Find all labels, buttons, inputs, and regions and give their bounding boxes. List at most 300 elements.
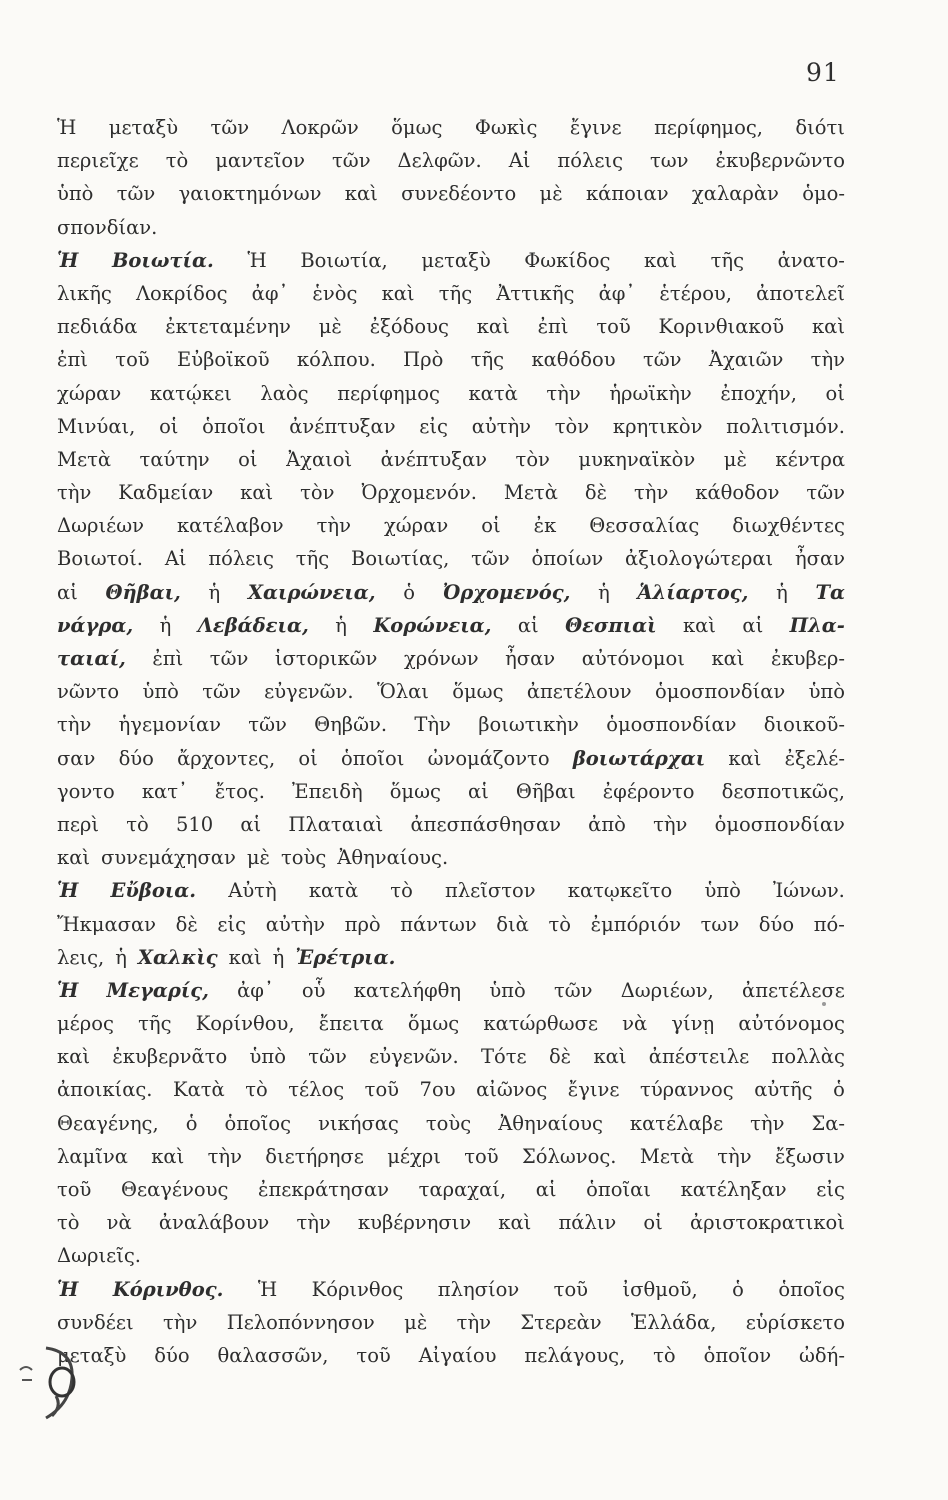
word: τὸ xyxy=(548,912,571,936)
word: Αἱ xyxy=(164,547,187,571)
word: ἰσθμοῦ, xyxy=(622,1277,698,1301)
word: ἑτέρου, xyxy=(659,281,732,305)
word: κάθοδον xyxy=(695,481,780,505)
word: κατ᾿ xyxy=(141,779,188,803)
word: ὑπὸ xyxy=(249,1045,286,1069)
word: ἐξόδους xyxy=(369,315,449,339)
word: Δωριέων xyxy=(57,514,144,538)
text-line xyxy=(57,1239,845,1272)
word: ἀξιολογώτεραι xyxy=(625,547,774,571)
emphasized-word: Τα xyxy=(815,580,845,604)
word: συνεμάχησαν xyxy=(101,846,236,870)
word: τὴν xyxy=(456,1310,491,1334)
word: 7ου xyxy=(419,1078,456,1102)
text-line xyxy=(57,1206,845,1239)
word: μέχρι xyxy=(387,1144,441,1168)
word: λικῆς xyxy=(57,281,112,305)
word: ἡρωϊκὴν xyxy=(609,381,692,405)
word: τέλος xyxy=(288,1078,345,1102)
text-line xyxy=(57,1007,845,1040)
text-line xyxy=(57,642,845,675)
page-number: 91 xyxy=(806,58,840,87)
word: Κορίνθου, xyxy=(195,1012,295,1036)
word: κατὰ xyxy=(308,879,359,903)
word: πλησίον xyxy=(437,1277,520,1301)
word: κατέλαβε xyxy=(629,1111,724,1135)
word: πάλιν xyxy=(558,1211,617,1235)
word: ἦσαν xyxy=(794,547,845,571)
word: καὶ xyxy=(811,315,845,339)
word: ἐμπόριόν xyxy=(590,912,682,936)
text-line xyxy=(57,808,845,841)
word: μὲ xyxy=(318,315,342,339)
word: Αἱ xyxy=(508,149,531,173)
word: μὲ xyxy=(539,182,563,206)
word: πολλὰς xyxy=(771,1045,845,1069)
word: τὴν xyxy=(207,1144,242,1168)
text-line xyxy=(57,742,845,775)
word: καὶ xyxy=(476,315,510,339)
word: αἱ xyxy=(468,779,489,803)
word: ὁ xyxy=(403,580,416,604)
word: εἰς xyxy=(419,414,448,438)
word: δὲ xyxy=(175,912,198,936)
word: ταραχαί, xyxy=(418,1178,507,1201)
word: Πλαταιαὶ xyxy=(288,812,384,836)
word: θαλασσῶν, xyxy=(217,1343,329,1367)
word: τὴν xyxy=(750,1111,785,1135)
word: ὑπὸ xyxy=(489,978,526,1002)
word: Ἀχαιοὶ xyxy=(286,447,353,471)
word: ὑπὸ xyxy=(57,182,94,206)
word: μὲ xyxy=(723,447,747,471)
word: καὶ xyxy=(643,248,677,272)
word: πολιτισμόν. xyxy=(726,414,845,438)
word: ὁ xyxy=(185,1111,198,1135)
word: κατέλαβον xyxy=(176,514,284,538)
word: τοὺς xyxy=(280,846,327,870)
word: δεσποτικῶς, xyxy=(721,779,845,803)
word: ἀνατο- xyxy=(777,248,845,272)
emphasized-word: Ἡ xyxy=(57,1277,79,1301)
word: οἱ xyxy=(238,447,258,471)
word: περὶ xyxy=(57,812,100,836)
word: νῶντο xyxy=(57,680,120,704)
text-line xyxy=(57,675,845,708)
word: εὐγενῶν. xyxy=(264,680,354,704)
word: Τὴν xyxy=(414,713,451,737)
word: καὶ xyxy=(498,1211,532,1235)
word: μεταξὺ xyxy=(421,248,491,272)
word: εὑρίσκετο xyxy=(745,1310,845,1334)
word: χώραν xyxy=(383,514,449,538)
text-line xyxy=(57,576,845,609)
word: Ἀττικῆς xyxy=(496,281,575,305)
word: πελάγους, xyxy=(524,1343,626,1367)
word: Κατὰ xyxy=(173,1078,225,1102)
word: Μινύαι, xyxy=(57,414,136,438)
word: κατέληξαν xyxy=(680,1178,787,1201)
word: ἀποτελεῖ xyxy=(756,281,845,305)
emphasized-word: Ἐρέτρια. xyxy=(295,945,396,969)
word: δὲ xyxy=(548,1045,572,1069)
word: ἐκτεταμένην xyxy=(165,315,291,339)
word: κέντρα xyxy=(775,447,845,471)
word: Βοιωτία, xyxy=(300,248,388,272)
word: σαν xyxy=(57,746,96,770)
word: ὁμοσπονδίαν xyxy=(606,713,737,737)
word: τοὺς xyxy=(425,1111,472,1135)
word: Ἡ xyxy=(57,116,77,139)
text-line xyxy=(57,1140,845,1173)
word: ἔπειτα xyxy=(318,1012,384,1036)
word: τῆς xyxy=(438,281,473,305)
word: ἡγεμονίαν xyxy=(118,713,221,737)
word: τὸ xyxy=(165,149,189,173)
word: Ἀχαιῶν xyxy=(708,348,784,372)
emphasized-word: Χαιρώνεια, xyxy=(247,580,376,604)
word: ἐκυβερνᾶτο xyxy=(112,1045,228,1069)
word: καὶ xyxy=(381,281,415,305)
word: Πρὸ xyxy=(403,348,444,372)
word: Εὐβοϊκοῦ xyxy=(177,348,270,372)
word: τὸ xyxy=(245,1078,268,1102)
word: Στερεὰν xyxy=(520,1310,602,1334)
word: τῆς xyxy=(710,248,744,272)
word: ὁμο- xyxy=(802,182,845,206)
word: Σα- xyxy=(811,1111,845,1135)
word: Φωκίδος xyxy=(524,248,611,272)
word: ἑνὸς xyxy=(312,281,358,305)
word: αἱ xyxy=(535,1178,557,1201)
word: καὶ xyxy=(344,182,378,206)
word: ταύτην xyxy=(139,447,210,471)
word: τὴν xyxy=(163,1310,198,1334)
word: δύο xyxy=(118,746,154,770)
word: περίφημος, xyxy=(654,116,763,139)
word: βοιωτικὴν xyxy=(478,713,579,737)
word: καὶ xyxy=(57,846,91,870)
word: ἀριστοκρατικοὶ xyxy=(689,1211,845,1235)
word: ἔξωσιν xyxy=(774,1144,845,1168)
word: ὑπὸ xyxy=(142,680,179,704)
word: εἰς xyxy=(816,1178,845,1201)
word: διότι xyxy=(795,116,845,139)
word: Θηβῶν. xyxy=(314,713,388,737)
word: οὗ xyxy=(301,978,326,1002)
text-line xyxy=(57,1339,845,1372)
word: τὴν xyxy=(810,348,845,372)
word: δὲ xyxy=(584,481,608,505)
word: ἀπέστειλε xyxy=(648,1045,750,1069)
word: τῶν xyxy=(332,149,371,173)
emphasized-word: Ἁλίαρτος, xyxy=(637,580,749,604)
word: πρὸ xyxy=(344,912,381,936)
word: τὸν xyxy=(300,481,335,505)
word: ἐξελέ- xyxy=(784,746,845,770)
word: τὴν xyxy=(634,481,669,505)
word: κάποιαν xyxy=(585,182,669,206)
text-line xyxy=(57,974,845,1007)
word: χρόνων xyxy=(403,647,479,670)
emphasized-word: βοιωτάρχαι xyxy=(572,746,706,770)
word: οἱ xyxy=(159,414,179,438)
word: οἱ xyxy=(643,1211,663,1235)
word: Κόρινθος xyxy=(311,1277,404,1301)
ink-speck xyxy=(822,1002,826,1006)
word: ὁ xyxy=(732,1277,744,1301)
word: αἱ xyxy=(517,613,539,637)
word: ἡ xyxy=(159,613,172,637)
word: τὴν xyxy=(57,713,92,737)
word: ἡ xyxy=(115,945,127,969)
word: πάντων xyxy=(400,912,477,936)
word: εὐγενῶν. xyxy=(369,1045,459,1069)
word: ἔγινε xyxy=(569,116,622,139)
word: ἀποικίας. xyxy=(57,1078,153,1102)
text-body xyxy=(57,111,845,1372)
word: των xyxy=(700,912,740,936)
text-line xyxy=(57,377,845,410)
word: ἀνέπτυξαν xyxy=(289,414,396,438)
word: αἰῶνος xyxy=(476,1078,548,1102)
text-line xyxy=(57,1173,845,1206)
word: τὴν xyxy=(546,381,581,405)
text-line xyxy=(57,144,845,177)
word: συνδέει xyxy=(57,1310,134,1334)
word: ἀναλάβουν xyxy=(158,1211,270,1235)
word: ἡ xyxy=(776,580,788,604)
word: Πελοπόννησον xyxy=(226,1310,375,1334)
word: ὑπὸ xyxy=(704,879,741,903)
word: Κορινθιακοῦ xyxy=(658,315,785,339)
text-line xyxy=(57,244,845,277)
word: διετήρησε xyxy=(265,1144,364,1168)
word: διοικοῦ- xyxy=(763,713,845,737)
word: κυβέρνησιν xyxy=(357,1211,472,1235)
emphasized-word: Ἡ xyxy=(57,978,79,1002)
word: μαντεῖον xyxy=(215,149,306,173)
emphasized-word: Ἡ xyxy=(57,879,79,903)
word: Ἑλλάδα, xyxy=(631,1310,717,1334)
word: ἀπετέλουν xyxy=(526,680,632,704)
word: ἀπετέλεσε xyxy=(742,978,845,1002)
word: Βοιωτοί. xyxy=(57,547,143,571)
text-line xyxy=(57,476,845,509)
word: Τότε xyxy=(480,1045,527,1069)
word: περιεῖχε xyxy=(57,149,139,173)
word: τοῦ xyxy=(364,1078,400,1102)
word: τῶν xyxy=(471,547,510,571)
word: τὴν xyxy=(57,481,92,505)
word: τὸ xyxy=(57,1211,80,1235)
word: ὁ xyxy=(833,1078,845,1102)
text-line xyxy=(57,1073,845,1106)
word: ἐποχήν, xyxy=(720,381,797,405)
word: Λοκρῶν xyxy=(281,116,359,139)
word: Φωκὶς xyxy=(474,116,538,139)
word: ὠδή- xyxy=(799,1343,845,1367)
word: περίφημος xyxy=(337,381,440,405)
text-line xyxy=(57,609,845,642)
word: Αὐτὴ xyxy=(228,879,277,903)
word: Βοιωτίας, xyxy=(350,547,450,571)
word: τοῦ xyxy=(596,315,631,339)
text-line xyxy=(57,277,845,310)
word: οἱ xyxy=(481,514,501,538)
word: αὐτὴν xyxy=(265,912,326,936)
emphasized-word: ταιαί, xyxy=(57,647,126,670)
word: Ἡ xyxy=(257,1277,278,1301)
word: ὅμως xyxy=(391,116,443,139)
word: Αἰγαίου xyxy=(418,1343,497,1367)
word: τὴν xyxy=(296,1211,331,1235)
word: Δελφῶν. xyxy=(397,149,482,173)
word: διὰ xyxy=(496,912,529,936)
word: ἐκυβερνῶντο xyxy=(715,149,845,173)
word: καθόδου xyxy=(531,348,616,372)
word: ἐπεκράτησαν xyxy=(258,1178,390,1201)
word: αὐτὴν xyxy=(471,414,532,438)
word: καὶ xyxy=(593,1045,627,1069)
word: χώραν xyxy=(57,381,122,405)
word: μὲ xyxy=(246,846,270,870)
text-line xyxy=(57,310,845,343)
text-line xyxy=(57,941,845,974)
word: καὶ xyxy=(57,1045,91,1069)
word: κατῴκει xyxy=(149,381,232,405)
text-line xyxy=(57,443,845,476)
word: Μετὰ xyxy=(503,481,558,505)
word: ἐκυβερ- xyxy=(770,647,845,670)
word: συνεδέοντο xyxy=(401,182,517,206)
word: Ἰώνων. xyxy=(773,879,845,903)
emphasized-word: Ἡ xyxy=(57,248,79,272)
text-line xyxy=(57,908,845,941)
word: ὁποῖοι xyxy=(202,414,266,438)
word: νικήσας xyxy=(318,1111,399,1135)
text-line xyxy=(57,874,845,907)
text-line xyxy=(57,1107,845,1140)
word: γίνῃ xyxy=(671,1012,715,1036)
word: διωχθέντες xyxy=(732,514,845,538)
word: τῶν xyxy=(210,116,250,139)
word: Ἀθηναίους. xyxy=(337,846,449,870)
word: λεις, xyxy=(57,945,105,969)
word: ἀφ᾿ xyxy=(237,978,274,1002)
word: Δωριεῖς. xyxy=(57,1244,141,1268)
word: Καδμείαν xyxy=(118,481,214,505)
word: καὶ xyxy=(151,1144,185,1168)
word: τῶν xyxy=(642,348,682,372)
word: σπονδίαν. xyxy=(57,215,158,239)
word: πό- xyxy=(813,912,845,936)
word: ἡ xyxy=(272,945,285,969)
emphasized-word: Θῆβαι, xyxy=(105,580,181,604)
emphasized-word: νάγρα, xyxy=(57,613,134,637)
text-line xyxy=(57,343,845,376)
emphasized-word: Λεβάδεια, xyxy=(197,613,309,637)
emphasized-word: Χαλκὶς xyxy=(137,945,218,969)
word: Ἡ xyxy=(247,248,267,272)
text-line xyxy=(57,211,845,244)
word: ὑπὸ xyxy=(808,680,845,704)
word: ὁποῖαι xyxy=(586,1178,651,1201)
word: Μετὰ xyxy=(639,1144,694,1168)
word: ἐκ xyxy=(533,514,557,538)
word: ἐπὶ xyxy=(152,647,184,670)
word: τοῦ xyxy=(57,1178,92,1201)
word: ἀπεσπάσθησαν xyxy=(410,812,561,836)
word: ἀπὸ xyxy=(588,812,626,836)
word: πόλεις xyxy=(557,149,623,173)
word: ὁμοσπονδίαν xyxy=(654,680,786,704)
word: οἱ xyxy=(825,381,845,405)
text-line xyxy=(57,841,845,874)
emphasized-word: Μεγαρίς, xyxy=(106,978,209,1002)
word: των xyxy=(649,149,689,173)
word: τῶν xyxy=(202,680,241,704)
word: καὶ xyxy=(240,481,274,505)
word: νὰ xyxy=(622,1012,648,1036)
word: αὐτόνομοι xyxy=(581,647,685,670)
emphasized-word: Εὔβοια. xyxy=(110,879,197,903)
text-line xyxy=(57,177,845,210)
word: τὸν xyxy=(554,414,590,438)
word: ἀφ᾿ xyxy=(251,281,289,305)
word: ὁποίων xyxy=(531,547,604,571)
word: κρητικὸν xyxy=(612,414,703,438)
word: τῆς xyxy=(138,1012,172,1036)
word: καὶ xyxy=(228,945,262,969)
word: τῆς xyxy=(470,348,505,372)
word: αἱ xyxy=(240,812,262,836)
word: τὸ xyxy=(653,1343,676,1367)
word: ὁποῖοι xyxy=(341,746,405,770)
word: Λοκρίδος xyxy=(135,281,228,305)
word: ἦσαν xyxy=(505,647,556,670)
word: τῶν xyxy=(248,713,287,737)
word: Ἤκμασαν xyxy=(57,912,156,936)
word: ἐφέροντο xyxy=(602,779,695,803)
emphasized-word: Κορώνεια, xyxy=(373,613,492,637)
word: Ἀθηναίους xyxy=(498,1111,603,1135)
word: πόλεις xyxy=(208,547,274,571)
word: τῶν xyxy=(116,182,156,206)
word: καὶ xyxy=(711,647,745,670)
word: τῶν xyxy=(209,647,249,670)
word: γαιοκτημόνων xyxy=(178,182,322,206)
word: ὅμως xyxy=(407,1012,460,1036)
word: τὴν xyxy=(717,1144,752,1168)
word: πλεῖστον xyxy=(444,879,536,903)
word: τῶν xyxy=(553,978,593,1002)
word: ἡ xyxy=(598,580,610,604)
word: ὠνομάζοντο xyxy=(427,746,550,770)
word: τὴν xyxy=(653,812,688,836)
emphasized-word: Ὀρχομενός, xyxy=(442,580,571,604)
word: ἐπὶ xyxy=(537,315,569,339)
emphasized-word: Πλα- xyxy=(789,613,845,637)
text-line xyxy=(57,1273,845,1306)
word: Σόλωνος. xyxy=(522,1144,617,1168)
word: κατῳκεῖτο xyxy=(567,879,673,903)
word: καὶ xyxy=(682,613,716,637)
word: μυκηναϊκὸν xyxy=(578,447,696,471)
word: Ἐπειδὴ xyxy=(292,779,363,803)
word: ἡ xyxy=(335,613,347,637)
word: αὐτόνομος xyxy=(738,1012,845,1036)
